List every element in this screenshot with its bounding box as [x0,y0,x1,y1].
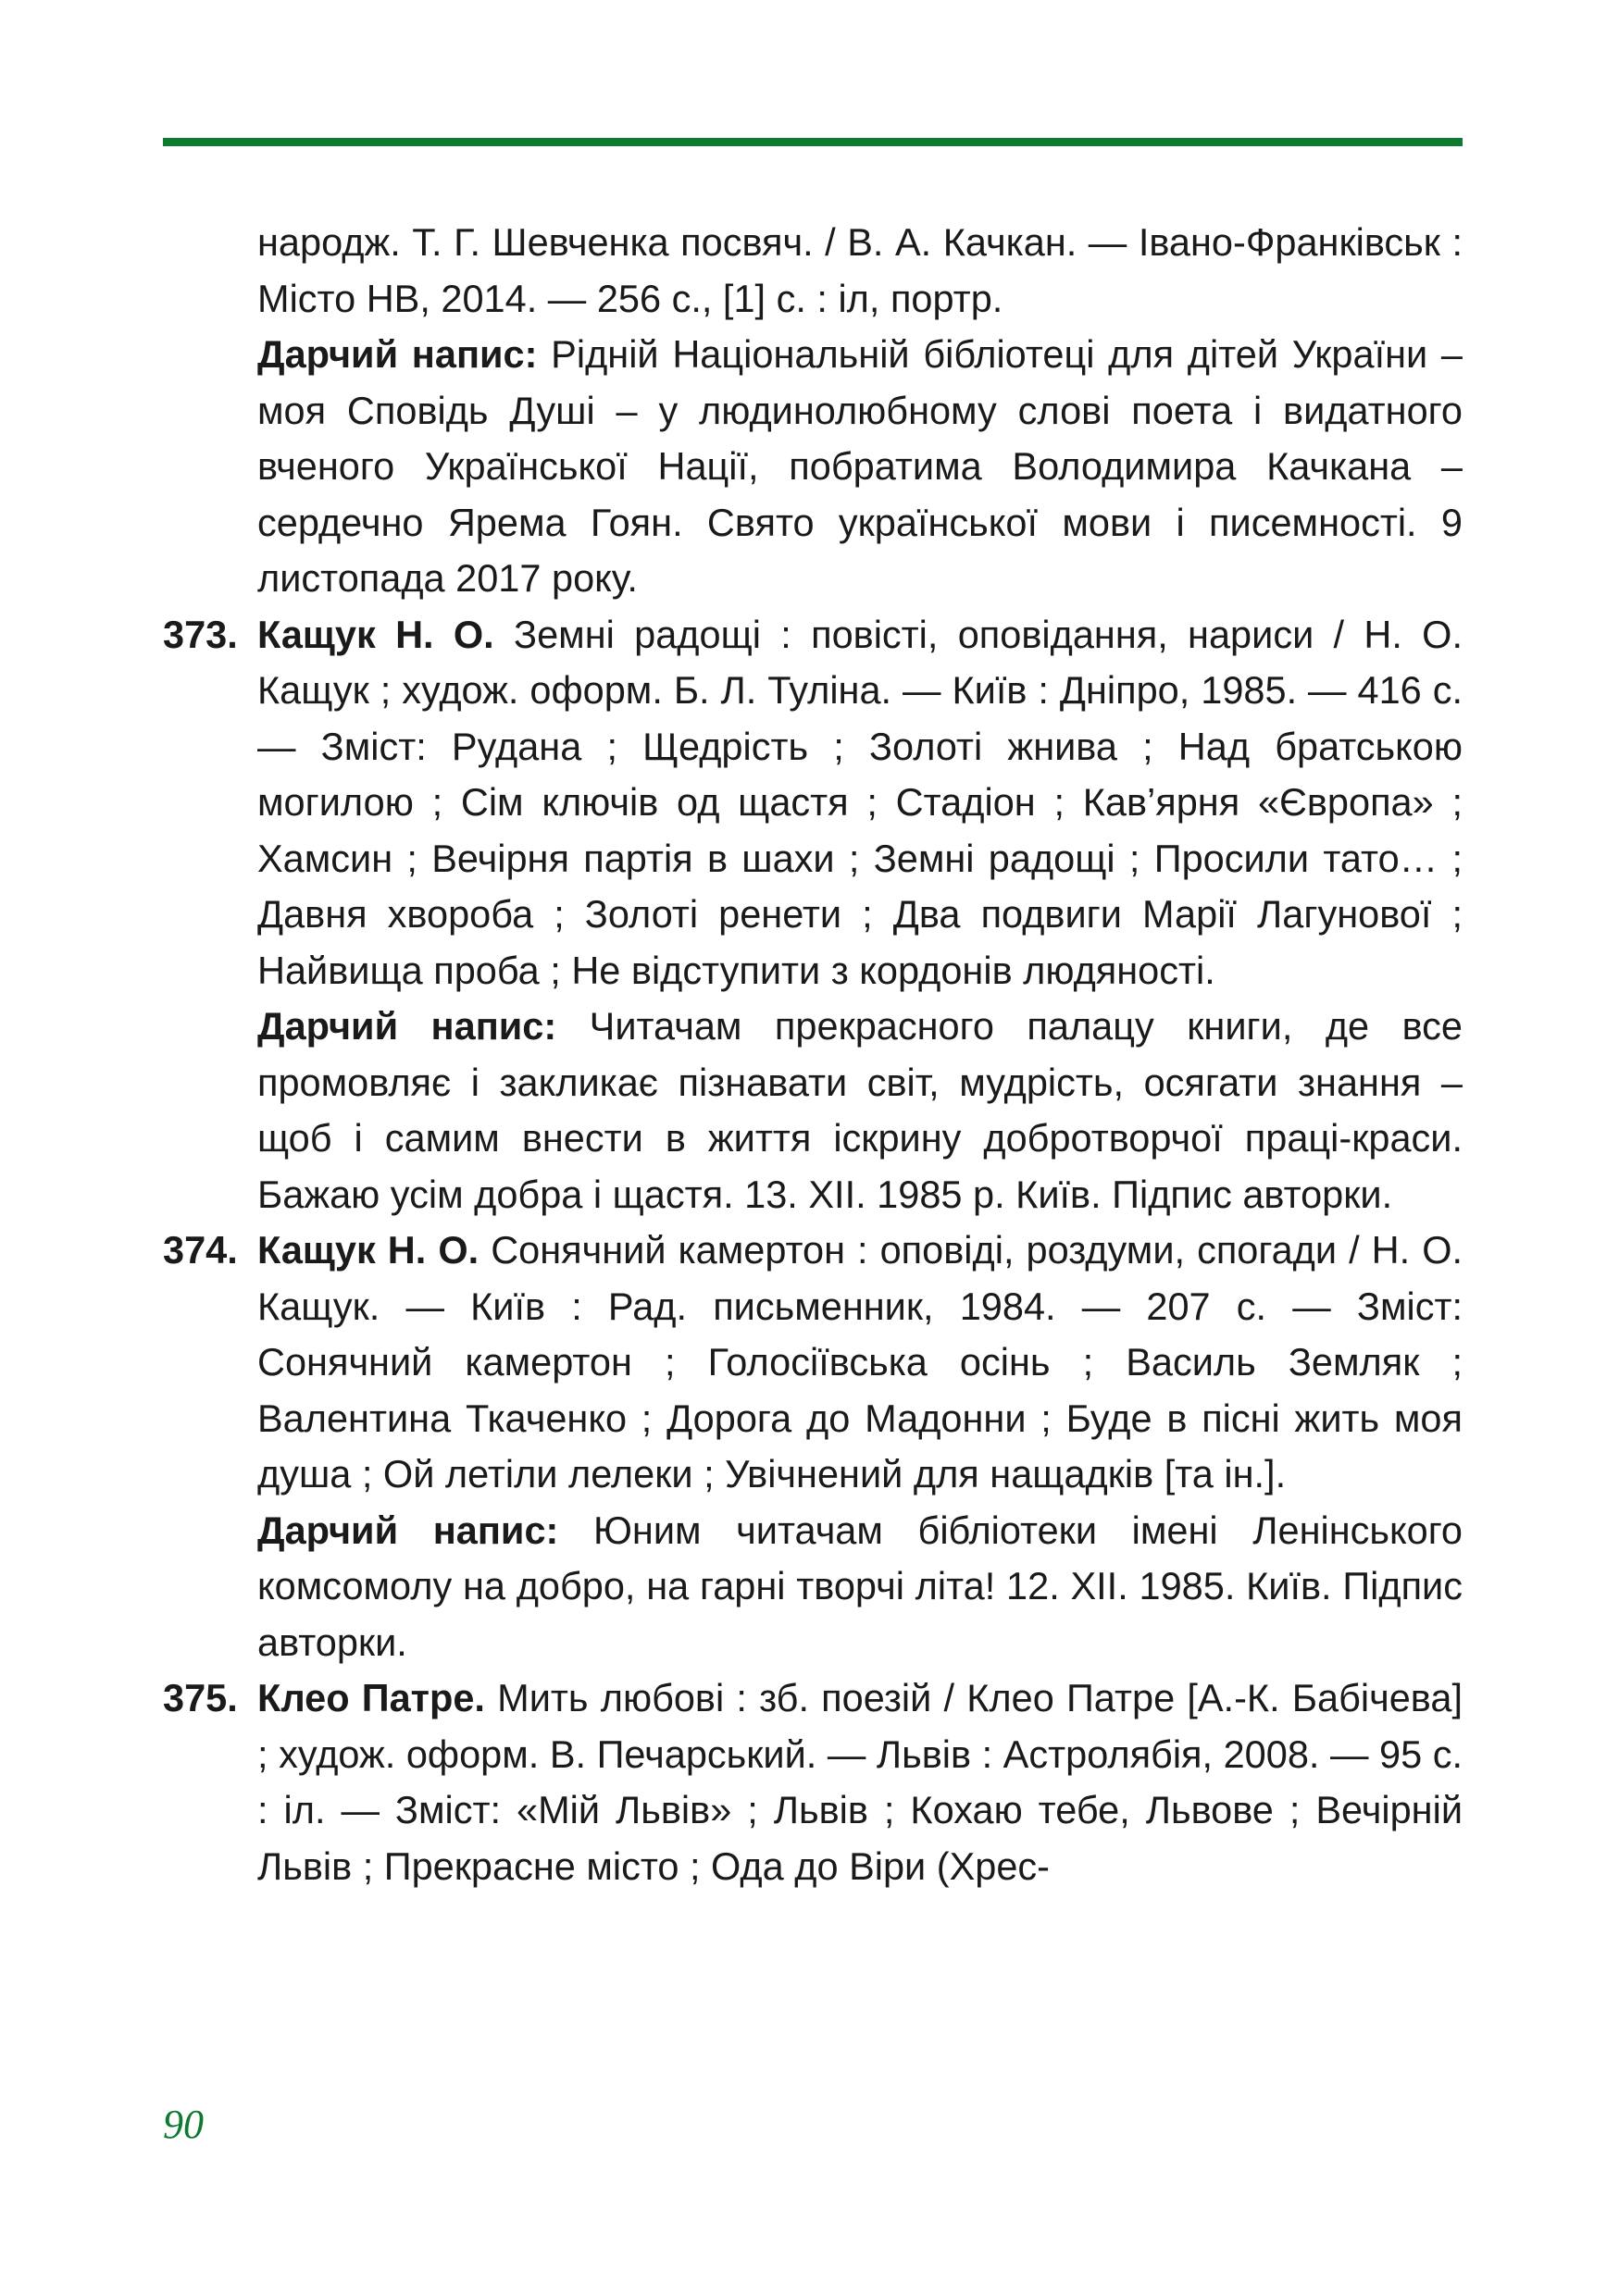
continuation-text [163,215,1463,327]
entry-description: Мить любові : зб. поезій / Клео Патре [А.-К. Бабічева] ; худож. оформ. В. Печарський. — Львів : Астролябія, 2008. — 95 с. : іл. — Зміст: «Мій Львів» ; Львів ; Кохаю тебе, Львове ; Вечірній Львів ; Прекрасне місто ; Ода до Віри (Хрес- [257,1676,1463,1888]
inscription-label: Дарчий напис: [257,1508,559,1552]
entry-description: Сонячний камертон : оповіді, роздуми, спогади / Н. О. Кащук. — Київ : Рад. письменник, 1984. — 207 с. — Зміст: Сонячний камертон ; Голосіївська осінь ; Василь Земляк ; Валентина Ткаченко ; Дорога до Мадонни ; Буде в пісні жить моя душа ; Ой летіли лелеки ; Увічнений для нащадків [та ін.]. [257,1228,1463,1496]
continuation-description: народж. Т. Г. Шевченка посвяч. / В. А. Качкан. — Івано-Франківськ : Місто НВ, 2014. — 256 с., [1] с. : іл, портр. [257,220,1463,320]
continuation-inscription [163,327,1463,607]
entry-number: 373. [163,612,238,656]
entry-374-inscription [163,1503,1463,1671]
inscription-text: Читачам прекрасного палацу книги, де все промовляє і закликає пізнавати світ, мудрість, осягати знання – щоб і самим внести в життя іскрину добротворчої праці-краси. Бажаю усім добра і щастя. 13. ХІІ. 1985 р. Київ. Підпис авторки. [257,1004,1463,1216]
entry-375 [163,1670,1463,1894]
entry-373-inscription [163,999,1463,1222]
entry-373 [163,607,1463,999]
entry-author: Клео Патре. [257,1676,485,1719]
inscription-label: Дарчий напис: [257,332,538,376]
inscription-label: Дарчий напис: [257,1004,557,1048]
entry-number: 375. [163,1676,238,1719]
entry-number: 374. [163,1228,238,1272]
entry-374 [163,1222,1463,1503]
page-number: 90 [163,2102,204,2147]
inscription-text: Юним читачам бібліотеки імені Ленінського комсомолу на добро, на гарні творчі літа! 12. ХІІ. 1985. Київ. Підпис авторки. [257,1508,1463,1664]
inscription-text: Рідній Національній бібліотеці для дітей України – моя Сповідь Душі – у людинолюбному слові поета і видатного вченого Української Нації, побратима Володимира Качкана – сердечно Ярема Гоян. Свято української мови і писемності. 9 листопада 2017 року. [257,332,1463,600]
header-rule [163,138,1463,146]
entry-description: Земні радощі : повісті, оповідання, нариси / Н. О. Кащук ; худож. оформ. Б. Л. Туліна. — Київ : Дніпро, 1985. — 416 с. — Зміст: Рудана ; Щедрість ; Золоті жнива ; Над братською могилою ; Сім ключів од щастя ; Стадіон ; Кав’ярня «Європа» ; Хамсин ; Вечірня партія в шахи ; Земні радощі ; Просили тато… ; Давня хвороба ; Золоті ренети ; Два подвиги Марії Лагунової ; Найвища проба ; Не відступити з кордонів людяності. [257,612,1463,992]
entry-author: Кащук Н. О. [257,612,494,656]
entry-author: Кащук Н. О. [257,1228,479,1272]
bibliography-body [163,215,1463,1894]
